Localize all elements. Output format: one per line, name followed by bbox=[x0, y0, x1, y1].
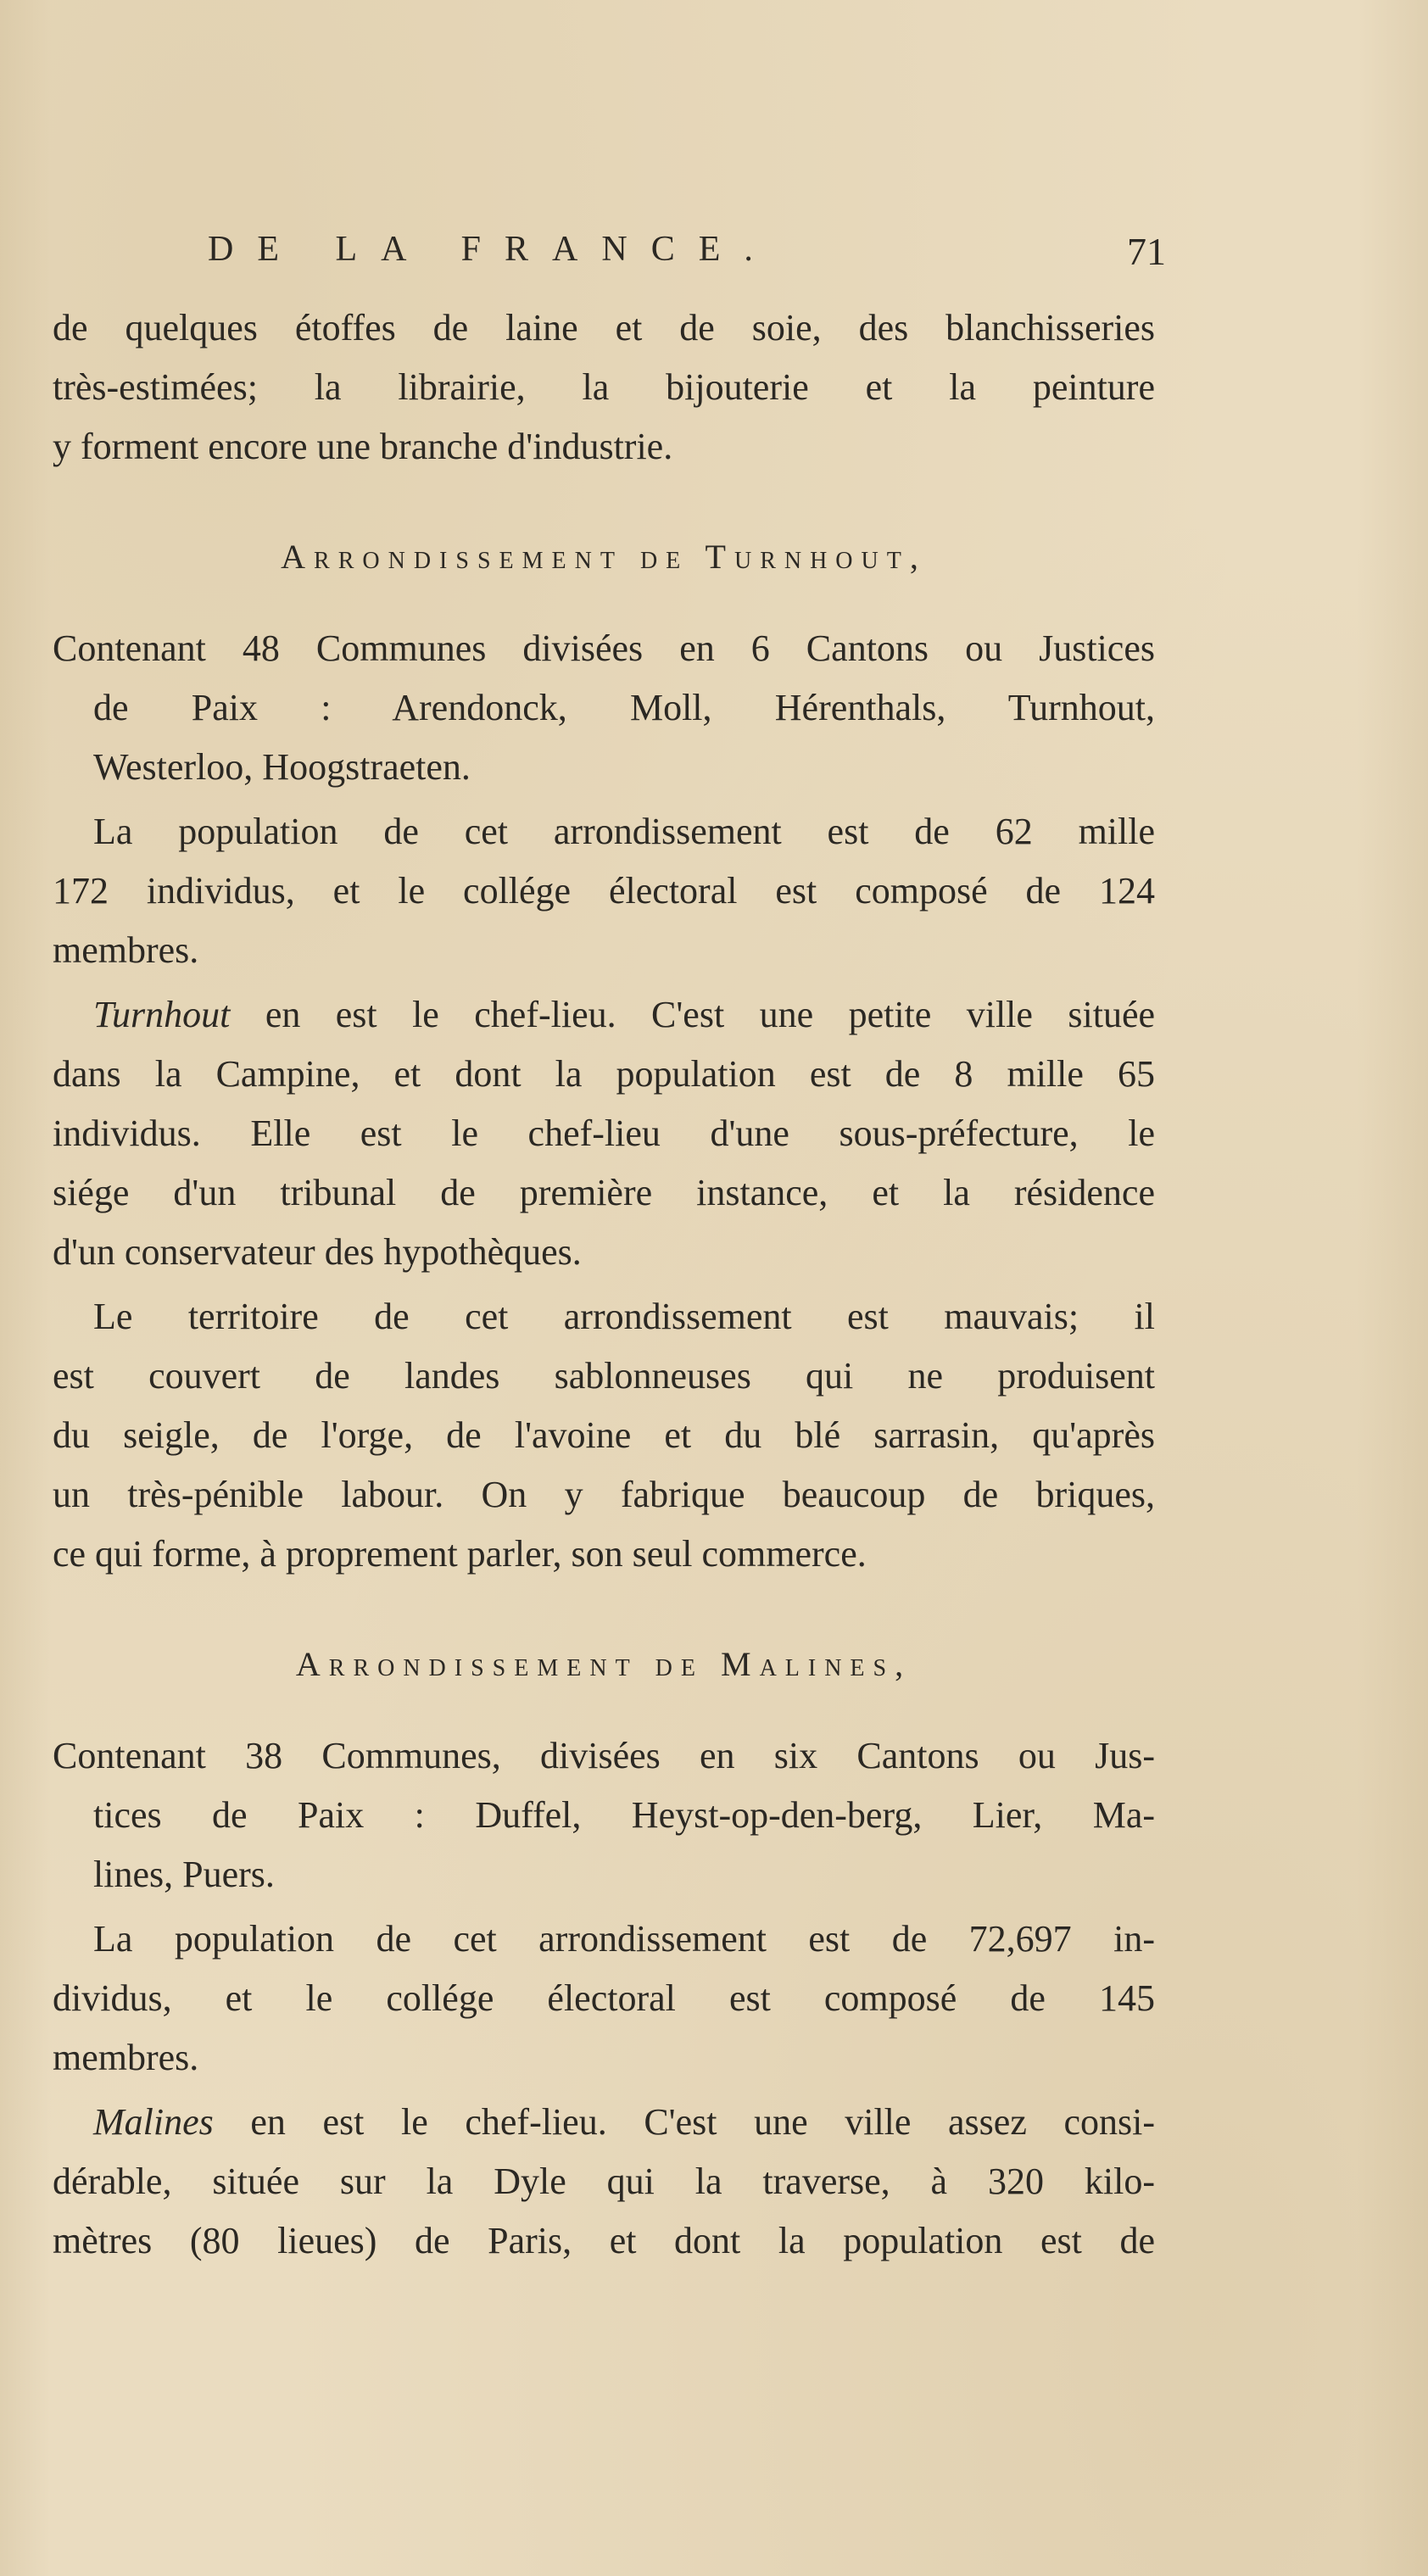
text-line: ce qui forme, à proprement parler, son seul commerce. bbox=[53, 1533, 867, 1575]
place-name-italic: Turnhout bbox=[93, 994, 231, 1035]
text-line: tices de Paix : Duffel, Heyst-op-den-berg, Lier, Ma- bbox=[93, 1794, 1155, 1836]
text-line: individus. Elle est le chef-lieu d'une sous-préfecture, le bbox=[53, 1112, 1155, 1154]
page-number: 71 bbox=[1127, 230, 1166, 273]
text-span: en est le chef-lieu. C'est une ville assez consi- bbox=[213, 2101, 1155, 2143]
running-head bbox=[208, 229, 1166, 280]
text-line: dividus, et le collége électoral est composé de 145 bbox=[53, 1977, 1155, 2019]
text-line: de quelques étoffes de laine et de soie, des blanchisseries bbox=[53, 307, 1155, 348]
text-line: est couvert de landes sablonneuses qui ne produisent bbox=[53, 1355, 1155, 1397]
paragraph-turnhout-territoire bbox=[53, 1287, 1155, 1584]
text-line: du seigle, de l'orge, de l'avoine et du blé sarrasin, qu'après bbox=[53, 1414, 1155, 1456]
text-span: en est le chef-lieu. C'est une petite ville située bbox=[230, 994, 1155, 1035]
text-line: membres. bbox=[53, 929, 199, 971]
text-line: d'un conservateur des hypothèques. bbox=[53, 1231, 582, 1273]
paragraph-turnhout-population bbox=[53, 802, 1155, 980]
text-line: La population de cet arrondissement est de 72,697 in- bbox=[93, 1918, 1155, 1960]
paragraph-turnhout-chef-lieu bbox=[53, 985, 1155, 1282]
section-heading-malines: Arrondissement de Malines, bbox=[295, 1645, 912, 1683]
text-line bbox=[53, 985, 1155, 1045]
text-line: Contenant 48 Communes divisées en 6 Cantons ou Justices bbox=[53, 627, 1155, 669]
text-line: lines, Puers. bbox=[93, 1854, 275, 1895]
running-head-title: DE LA FRANCE. bbox=[208, 230, 777, 269]
text-line: La population de cet arrondissement est de 62 mille bbox=[93, 811, 1155, 852]
paragraph-malines-chef-lieu bbox=[53, 2093, 1155, 2271]
text-line: Westerloo, Hoogstraeten. bbox=[93, 746, 471, 788]
text-line: de Paix : Arendonck, Moll, Hérenthals, Turnhout, bbox=[93, 687, 1155, 728]
text-line bbox=[53, 2093, 1155, 2152]
text-line: y forment encore une branche d'industrie. bbox=[53, 426, 673, 467]
text-line: siége d'un tribunal de première instance, et la résidence bbox=[53, 1172, 1155, 1213]
text-line: très-estimées; la librairie, la bijouterie et la peinture bbox=[53, 366, 1155, 408]
paragraph-malines-communes bbox=[53, 1726, 1155, 1904]
paragraph-turnhout-communes bbox=[53, 619, 1155, 797]
text-line: dérable, située sur la Dyle qui la traverse, à 320 kilo- bbox=[53, 2161, 1155, 2202]
text-line: dans la Campine, et dont la population est de 8 mille 65 bbox=[53, 1053, 1155, 1095]
paragraph-malines-population bbox=[53, 1910, 1155, 2088]
paragraph-intro bbox=[53, 298, 1155, 477]
place-name-italic: Malines bbox=[93, 2101, 214, 2143]
text-line: Contenant 38 Communes, divisées en six Cantons ou Jus- bbox=[53, 1735, 1155, 1776]
text-line: 172 individus, et le collége électoral est composé de 124 bbox=[53, 870, 1155, 912]
section-heading-turnhout: Arrondissement de Turnhout, bbox=[281, 538, 927, 576]
text-line: membres. bbox=[53, 2037, 199, 2078]
text-line: Le territoire de cet arrondissement est mauvais; il bbox=[93, 1296, 1155, 1337]
text-line: un très-pénible labour. On y fabrique beaucoup de briques, bbox=[53, 1474, 1155, 1515]
text-line: mètres (80 lieues) de Paris, et dont la population est de bbox=[53, 2220, 1155, 2261]
body-text bbox=[53, 298, 1155, 2271]
